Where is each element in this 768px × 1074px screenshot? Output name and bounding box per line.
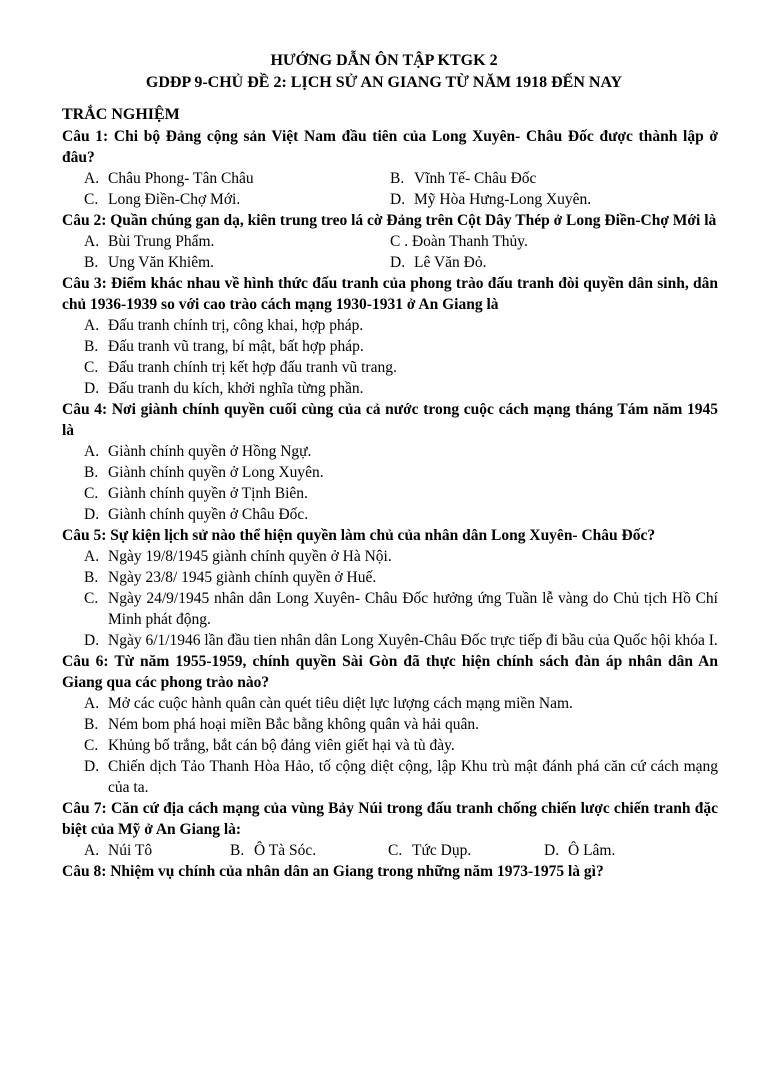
option-text: Núi Tô <box>108 842 153 859</box>
option-letter: A. <box>84 443 100 460</box>
option-text: Ngày 19/8/1945 giành chính quyền ở Hà Nội. <box>108 548 392 565</box>
option-letter: D. <box>84 758 100 775</box>
option-item <box>84 315 718 336</box>
option-text: Mở các cuộc hành quân càn quét tiêu diệt lực lượng cách mạng miền Nam. <box>108 695 573 712</box>
option-letter: C. <box>84 737 99 754</box>
option-letter: C. <box>84 191 99 208</box>
option-list <box>84 441 718 525</box>
option-text: Giành chính quyền ở Long Xuyên. <box>108 464 324 481</box>
question-1: Câu 1: Chi bộ Đảng cộng sản Việt Nam đầu tiên của Long Xuyên- Châu Đốc được thành lập ở đâu? <box>62 128 718 166</box>
question-6: Câu 6: Từ năm 1955-1959, chính quyền Sài Gòn đã thực hiện chính sách đàn áp nhân dân An Giang qua các phong trào nào? <box>62 653 718 691</box>
option-text: Ô Lâm. <box>568 842 616 859</box>
option-item <box>84 336 718 357</box>
option-item <box>84 756 718 798</box>
option-text: Đấu tranh chính trị kết hợp đấu tranh vũ trang. <box>108 359 397 376</box>
document-subtitle: GDĐP 9-CHỦ ĐỀ 2: LỊCH SỬ AN GIANG TỪ NĂM 1918 ĐẾN NAY <box>145 74 623 91</box>
option-list <box>84 546 718 651</box>
option-text: Giành chính quyền ở Châu Đốc. <box>108 506 309 523</box>
option-item <box>84 630 718 651</box>
option-letter: D. <box>84 632 100 649</box>
option-text: Giành chính quyền ở Tịnh Biên. <box>108 485 308 502</box>
question-5: Câu 5: Sự kiện lịch sử nào thể hiện quyền làm chủ của nhân dân Long Xuyên- Châu Đốc? <box>62 527 656 544</box>
option-list <box>84 693 718 798</box>
option-item <box>84 378 718 399</box>
option-text: Đoàn Thanh Thủy. <box>411 233 528 250</box>
option-item <box>84 735 718 756</box>
option-letter: A. <box>84 317 100 334</box>
option-item <box>84 714 718 735</box>
document-page <box>0 50 768 1074</box>
option-letter: B. <box>230 842 245 859</box>
option-list <box>84 315 718 399</box>
option-text: Ném bom phá hoại miền Bắc bằng không quân và hải quân. <box>108 716 480 733</box>
option-letter: B. <box>84 254 99 271</box>
option-text: Giành chính quyền ở Hồng Ngự. <box>108 443 312 460</box>
option-letter: A. <box>84 233 100 250</box>
option-item <box>84 504 718 525</box>
option-text: Ngày 24/9/1945 nhân dân Long Xuyên- Châu Đốc hưởng ứng Tuần lễ vàng do Chủ tịch Hồ Chí Minh phát động. <box>108 590 718 628</box>
option-text: Chiến dịch Tảo Thanh Hòa Hảo, tố cộng diệt cộng, lập Khu trù mật đánh phá căn cứ cách mạng của ta. <box>108 758 718 796</box>
option-letter: B. <box>84 569 99 586</box>
option-letter: A. <box>84 548 100 565</box>
option-letter: B. <box>84 338 99 355</box>
option-letter: C. <box>84 590 99 607</box>
option-letter: D. <box>390 191 406 208</box>
option-text: Long Điền-Chợ Mới. <box>108 191 241 208</box>
option-text: Mỹ Hòa Hưng-Long Xuyên. <box>414 191 592 208</box>
option-letter: A. <box>84 695 100 712</box>
question-8: Câu 8: Nhiệm vụ chính của nhân dân an Giang trong những năm 1973-1975 là gì? <box>62 863 604 880</box>
option-row <box>84 189 768 210</box>
option-text: Ô Tà Sóc. <box>254 842 317 859</box>
option-text: Đấu tranh du kích, khởi nghĩa từng phần. <box>108 380 364 397</box>
section-heading: TRẮC NGHIỆM <box>62 106 180 123</box>
option-item <box>84 588 718 630</box>
option-row <box>84 231 768 252</box>
option-letter: D. <box>84 506 100 523</box>
option-letter: C. <box>84 359 99 376</box>
option-letter: C . <box>390 233 409 250</box>
option-item <box>84 441 718 462</box>
option-letter: D. <box>544 842 560 859</box>
option-letter: B. <box>84 716 99 733</box>
option-text: Khủng bố trắng, bắt cán bộ đảng viên giết hại và tù đày. <box>108 737 455 754</box>
option-letter: A. <box>84 170 100 187</box>
option-letter: D. <box>84 380 100 397</box>
option-text: Ung Văn Khiêm. <box>108 254 215 271</box>
option-letter: C. <box>388 842 403 859</box>
option-letter: B. <box>390 170 405 187</box>
option-item <box>84 357 718 378</box>
option-text: Đấu tranh chính trị, công khai, hợp pháp. <box>108 317 364 334</box>
option-text: Vĩnh Tế- Châu Đốc <box>414 170 537 187</box>
option-item <box>84 693 718 714</box>
option-text: Đấu tranh vũ trang, bí mật, bất hợp pháp. <box>108 338 364 355</box>
option-text: Tức Dụp. <box>412 842 472 859</box>
option-letter: C. <box>84 485 99 502</box>
option-item <box>84 483 718 504</box>
option-text: Lê Văn Đỏ. <box>414 254 487 271</box>
option-text: Ngày 23/8/ 1945 giành chính quyền ở Huế. <box>108 569 377 586</box>
option-item <box>84 462 718 483</box>
question-2: Câu 2: Quần chúng gan dạ, kiên trung treo lá cờ Đảng trên Cột Dây Thép ở Long Điền-Chợ Mới là <box>62 212 717 229</box>
option-row <box>84 168 768 189</box>
document-title: HƯỚNG DẪN ÔN TẬP KTGK 2 <box>270 52 498 69</box>
question-4: Câu 4: Nơi giành chính quyền cuối cùng của cả nước trong cuộc cách mạng tháng Tám năm 1945 là <box>62 401 718 439</box>
option-item <box>84 567 718 588</box>
option-text: Ngày 6/1/1946 lần đầu tien nhân dân Long Xuyên-Châu Đốc trực tiếp đi bầu của Quốc hội khóa I. <box>108 632 718 649</box>
option-letter: D. <box>390 254 406 271</box>
question-3: Câu 3: Điểm khác nhau về hình thức đấu tranh của phong trào đấu tranh đòi quyền dân sinh, dân chủ 1936-1939 so với cao trào cách mạng 1930-1931 ở An Giang là <box>62 275 718 313</box>
option-item <box>84 546 718 567</box>
option-row <box>84 840 768 861</box>
option-row <box>84 252 768 273</box>
option-letter: B. <box>84 464 99 481</box>
question-7: Câu 7: Căn cứ địa cách mạng của vùng Bảy Núi trong đấu tranh chống chiến lược chiến tranh đặc biệt của Mỹ ở An Giang là: <box>62 800 718 838</box>
option-letter: A. <box>84 842 100 859</box>
option-text: Châu Phong- Tân Châu <box>108 170 254 187</box>
option-text: Bùi Trung Phẩm. <box>108 233 215 250</box>
